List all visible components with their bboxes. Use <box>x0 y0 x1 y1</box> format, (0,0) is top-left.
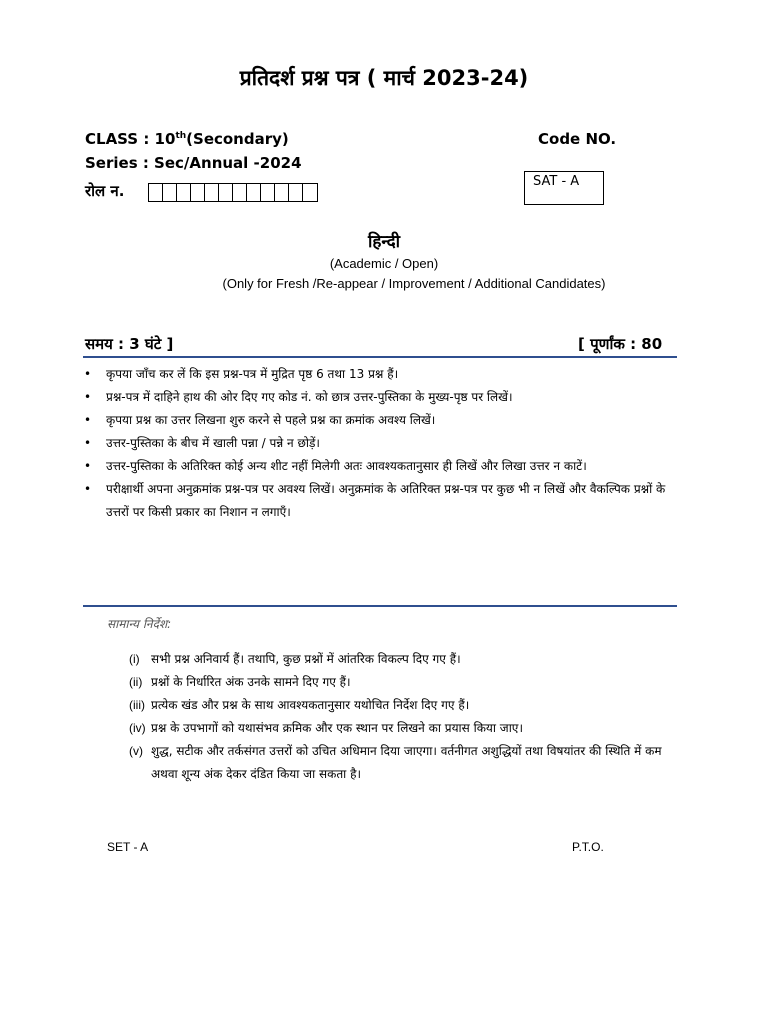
time-label: समय : 3 घंटे ] <box>85 335 174 353</box>
subject-title: हिन्दी <box>367 232 401 252</box>
page-title: प्रतिदर्श प्रश्न पत्र ( मार्च 2023-24) <box>239 66 529 90</box>
list-item <box>129 648 689 671</box>
list-item <box>84 409 680 432</box>
class-suffix: (Secondary) <box>186 130 289 148</box>
instruction-text: कृपया जाँच कर लें कि इस प्रश्न-पत्र में मुद्रित पृष्ठ 6 तथा 13 प्रश्न हैं। <box>106 367 399 381</box>
class-prefix: CLASS : 10 <box>85 130 176 148</box>
candidates-note: (Only for Fresh /Re-appear / Improvement / Additional Candidates) <box>222 276 606 291</box>
bullet-icon: • <box>84 390 92 404</box>
pto-label: P.T.O. <box>572 840 604 854</box>
roll-box <box>205 184 219 201</box>
instruction-text: कृपया प्रश्न का उत्तर लिखना शुरु करने से पहले प्रश्न का क्रमांक अवश्य लिखें। <box>106 413 436 427</box>
bullet-icon: • <box>84 436 92 450</box>
item-number: (i) <box>129 652 140 666</box>
series-label: Series : Sec/Annual -2024 <box>85 154 302 172</box>
bullet-icon: • <box>84 459 92 473</box>
list-item <box>129 694 689 717</box>
roll-box <box>219 184 233 201</box>
list-item <box>129 740 689 786</box>
bullet-icon: • <box>84 367 92 381</box>
roll-box <box>163 184 177 201</box>
set-label: SET - A <box>107 840 149 854</box>
item-text: प्रश्न के उपभागों को यथासंभव क्रमिक और एक स्थान पर लिखने का प्रयास किया जाए। <box>151 721 523 735</box>
subject-mode: (Academic / Open) <box>329 256 439 271</box>
divider <box>83 605 677 607</box>
instructions-list <box>84 363 680 524</box>
code-box: SAT - A <box>524 171 604 205</box>
general-instructions-list <box>129 648 689 786</box>
item-text: शुद्ध, सटीक और तर्कसंगत उत्तरों को उचित अधिमान दिया जाएगा। वर्तनीगत अशुद्धियों तथा विषयांतर की स्थिति में कम अथवा शून्य अंक देकर दंडित किया जा सकता है। <box>151 744 662 781</box>
bullet-icon: • <box>84 413 92 427</box>
instruction-text: उत्तर-पुस्तिका के अतिरिक्त कोई अन्य शीट नहीं मिलेगी अतः आवश्यकतानुसार ही लिखें और लिखा उत्तर न काटें। <box>106 459 587 473</box>
item-number: (iv) <box>129 721 146 735</box>
item-text: प्रत्येक खंड और प्रश्न के साथ आवश्यकतानुसार यथोचित निर्देश दिए गए हैं। <box>151 698 470 712</box>
list-item <box>84 432 680 455</box>
instruction-text: परीक्षार्थी अपना अनुक्रमांक प्रश्न-पत्र पर अवश्य लिखें। अनुक्रमांक के अतिरिक्त प्रश्न-पत्र पर कुछ भी न लिखें और वैकल्पिक प्रश्नों के उत्तरों पर किसी प्रकार का निशान न लगाएँ। <box>106 482 666 519</box>
item-text: सभी प्रश्न अनिवार्य हैं। तथापि, कुछ प्रश्नों में आंतरिक विकल्प दिए गए हैं। <box>151 652 461 666</box>
marks-label: [ पूर्णांक : 80 <box>578 335 663 353</box>
class-sup: th <box>175 131 187 141</box>
roll-box <box>303 184 317 201</box>
roll-box <box>289 184 303 201</box>
roll-box <box>149 184 163 201</box>
item-number: (ii) <box>129 675 143 689</box>
code-label: Code NO. <box>538 130 617 148</box>
roll-box <box>177 184 191 201</box>
list-item <box>84 478 680 524</box>
divider <box>83 356 677 358</box>
list-item <box>129 671 689 694</box>
roll-number-boxes <box>148 183 318 202</box>
roll-box <box>261 184 275 201</box>
item-text: प्रश्नों के निर्धारित अंक उनके सामने दिए गए हैं। <box>151 675 351 689</box>
roll-number-label: रोल न. <box>85 182 125 200</box>
list-item <box>84 386 680 409</box>
roll-box <box>191 184 205 201</box>
roll-box <box>275 184 289 201</box>
class-label <box>85 130 289 148</box>
list-item <box>84 363 680 386</box>
general-instructions-title: सामान्य निर्देश: <box>107 617 172 631</box>
roll-box <box>247 184 261 201</box>
item-number: (v) <box>129 744 143 758</box>
instruction-text: प्रश्न-पत्र में दाहिने हाथ की ओर दिए गए कोड नं. को छात्र उत्तर-पुस्तिका के मुख्य-पृष्ठ पर लिखें। <box>106 390 513 404</box>
bullet-icon: • <box>84 482 92 496</box>
list-item <box>84 455 680 478</box>
roll-box <box>233 184 247 201</box>
list-item <box>129 717 689 740</box>
instruction-text: उत्तर-पुस्तिका के बीच में खाली पन्ना / पन्ने न छोड़ें। <box>106 436 320 450</box>
item-number: (iii) <box>129 698 145 712</box>
